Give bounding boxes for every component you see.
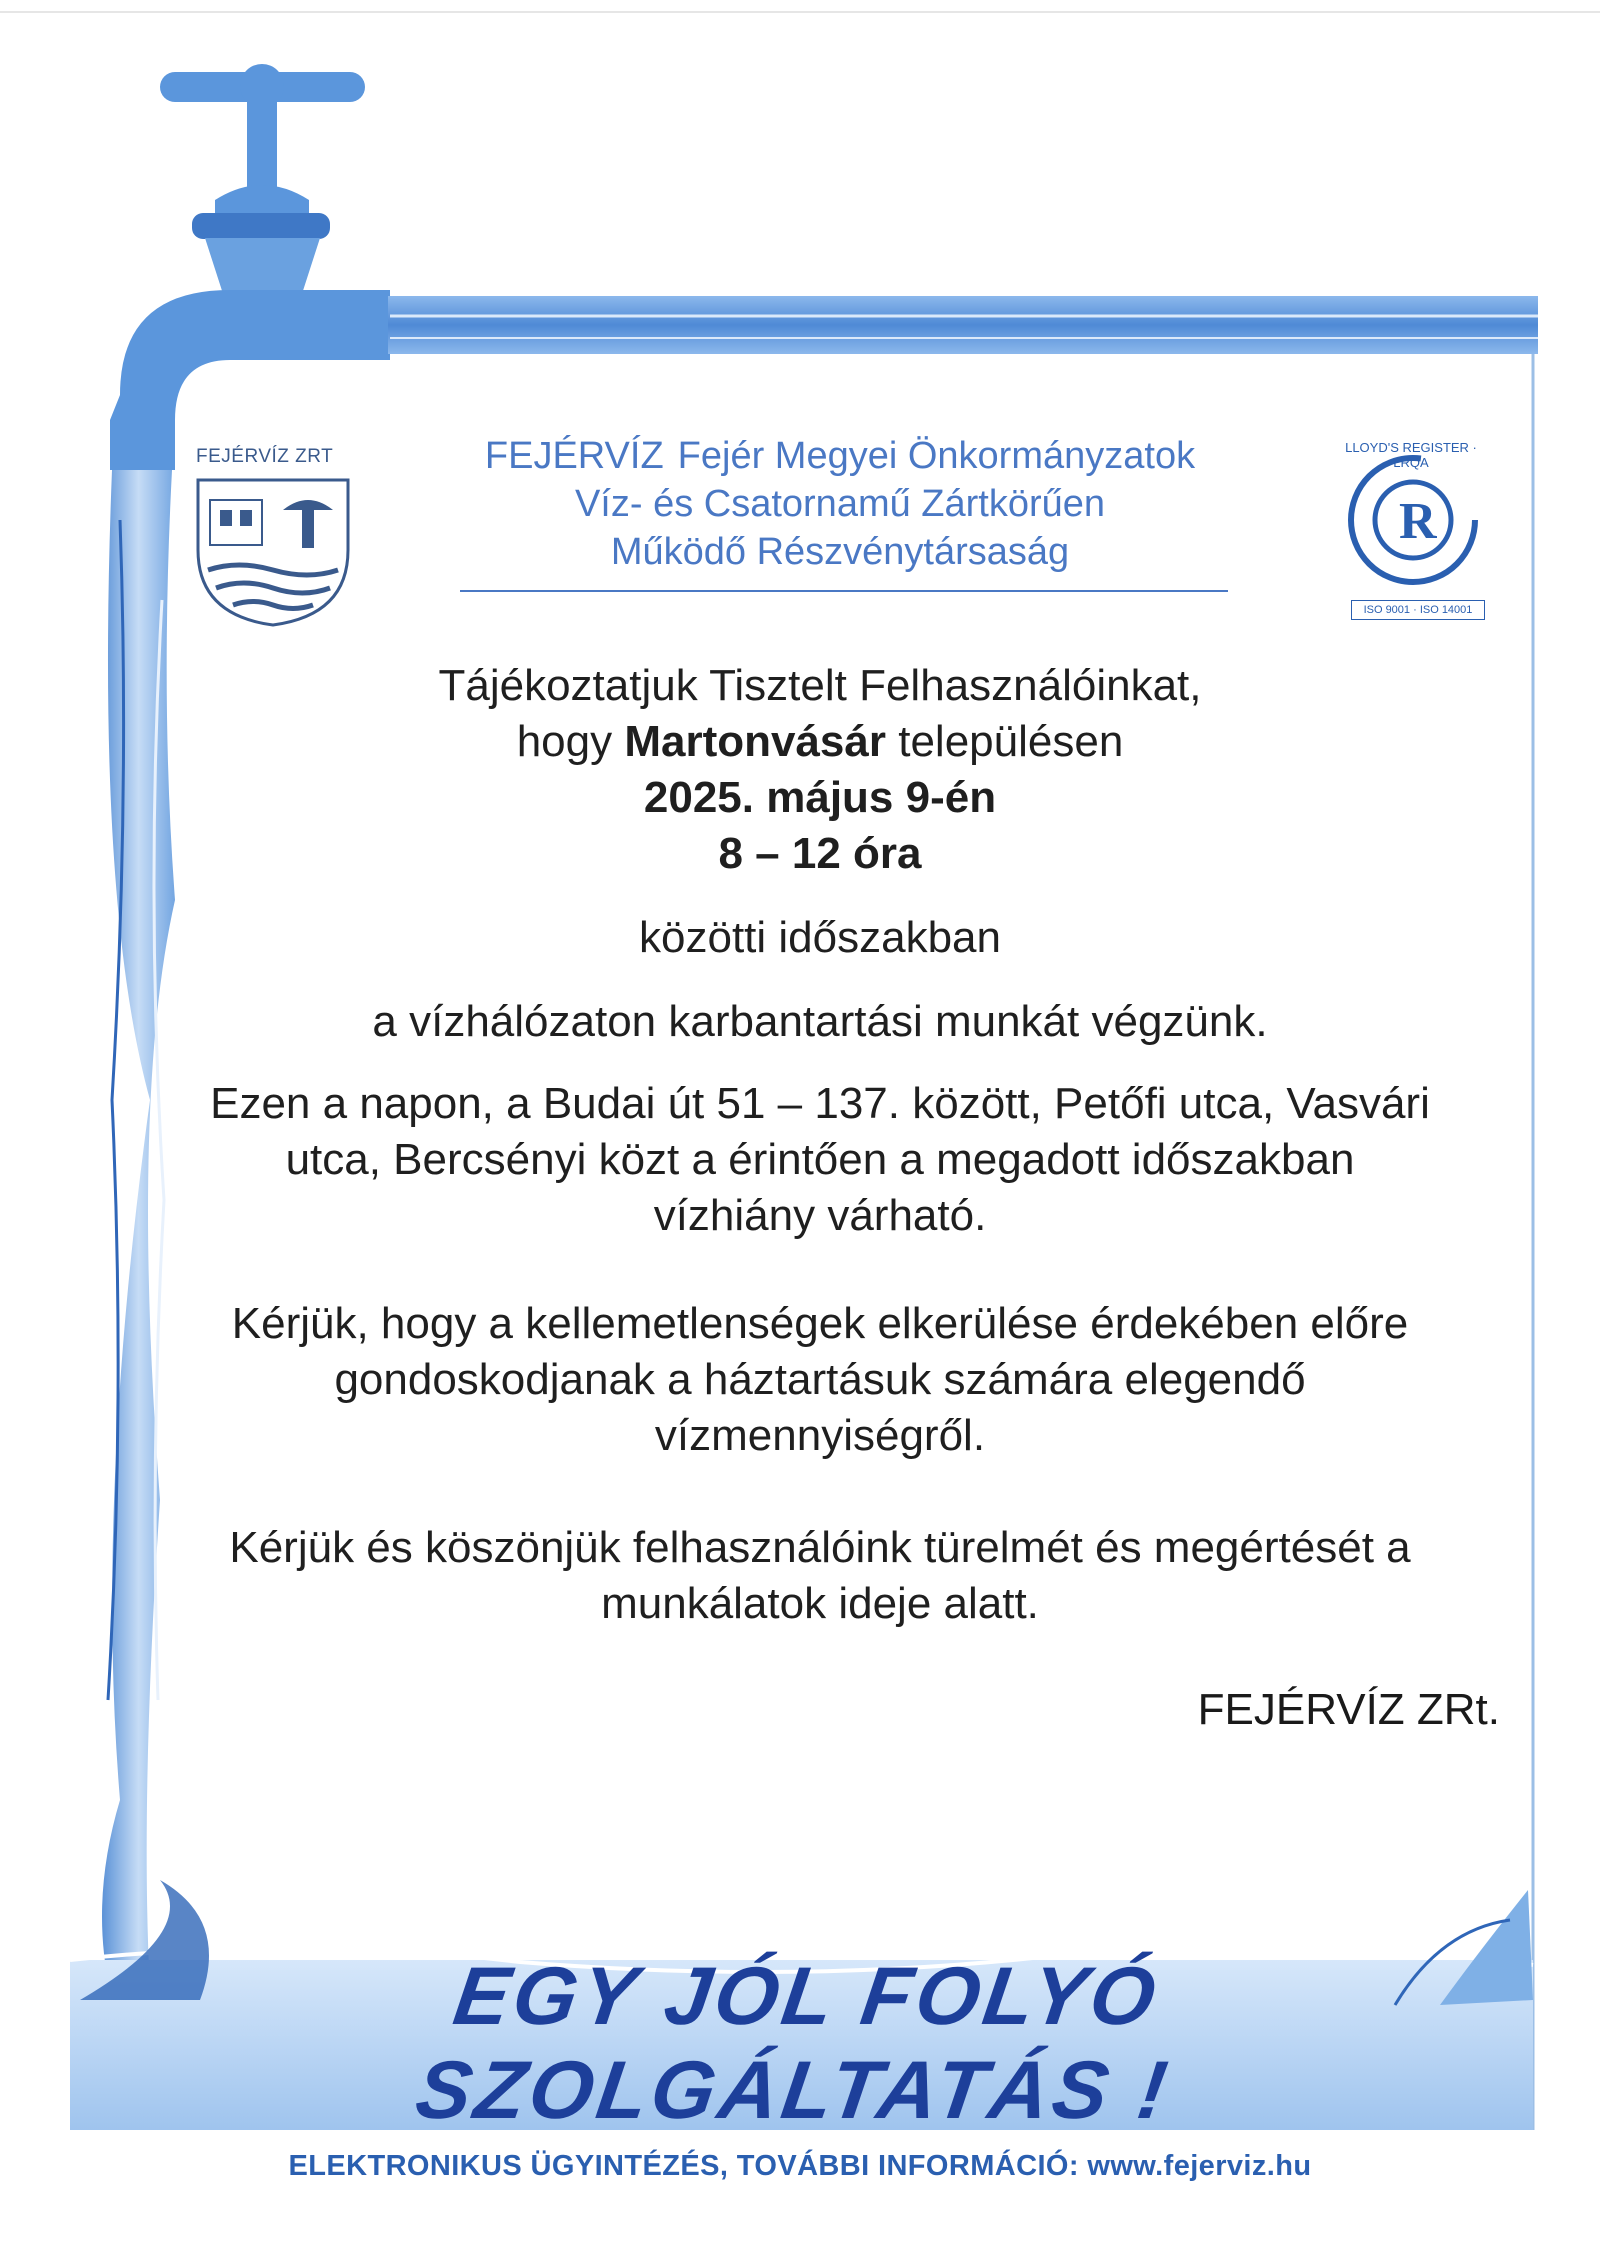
notice-greeting: Tájékoztatjuk Tisztelt Felhasználóinkat,: [438, 661, 1202, 710]
faucet-spout-icon: [110, 290, 390, 470]
slogan: EGY JÓL FOLYÓ SZOLGÁLTATÁS !: [410, 1951, 1177, 2136]
company-logo: [198, 480, 348, 625]
affected-area-line3: vízhiány várható.: [653, 1191, 987, 1240]
faucet-handle-icon: [160, 64, 365, 300]
lloyds-certification-seal: [1351, 458, 1475, 582]
company-name: [440, 432, 1240, 576]
affected-area-line1: Ezen a napon, a Budai út 51 – 137. között, Petőfi utca, Vasvári: [210, 1079, 1430, 1128]
signature: FEJÉRVÍZ ZRt.: [1197, 1685, 1500, 1734]
notice-work: a vízhálózaton karbantartási munkát végzünk.: [372, 997, 1268, 1046]
thanks-line1: Kérjük és köszönjük felhasználóink türelmét és megértését a: [229, 1523, 1411, 1572]
company-brand: FEJÉRVÍZ: [484, 435, 664, 477]
company-name-line1: Fejér Megyei Önkormányzatok: [677, 435, 1196, 477]
request-line3: vízmennyiségről.: [654, 1411, 986, 1460]
iso-label: ISO 9001 · ISO 14001: [1351, 600, 1485, 620]
header-divider: [460, 590, 1228, 592]
logo-caption: FEJÉRVÍZ ZRT: [196, 446, 334, 467]
footer-info: ELEKTRONIKUS ÜGYINTÉZÉS, TOVÁBBI INFORMÁCIÓ: www.fejerviz.hu: [288, 2150, 1312, 2182]
notice-period: közötti időszakban: [639, 913, 1001, 962]
certification-caption: LLOYD'S REGISTER · LRQA: [1345, 440, 1477, 470]
svg-text:R: R: [1399, 493, 1437, 550]
affected-area-line2: utca, Bercsényi közt a érintően a megadott időszakban: [285, 1135, 1355, 1184]
notice-date: 2025. május 9-én: [643, 773, 997, 822]
town-name: Martonvásár: [624, 717, 886, 766]
request-line2: gondoskodjanak a háztartásuk számára elegendő: [334, 1355, 1306, 1404]
notice-town-line: hogy Martonvásár településen: [516, 717, 1124, 766]
notice-time: 8 – 12 óra: [718, 829, 922, 878]
request-line1: Kérjük, hogy a kellemetlenségek elkerülése érdekében előre: [231, 1299, 1409, 1348]
company-name-line3: Működő Részvénytársaság: [610, 531, 1070, 573]
thanks-line2: munkálatok ideje alatt.: [601, 1579, 1039, 1628]
company-name-line2: Víz- és Csatornamű Zártkörűen: [574, 483, 1106, 525]
